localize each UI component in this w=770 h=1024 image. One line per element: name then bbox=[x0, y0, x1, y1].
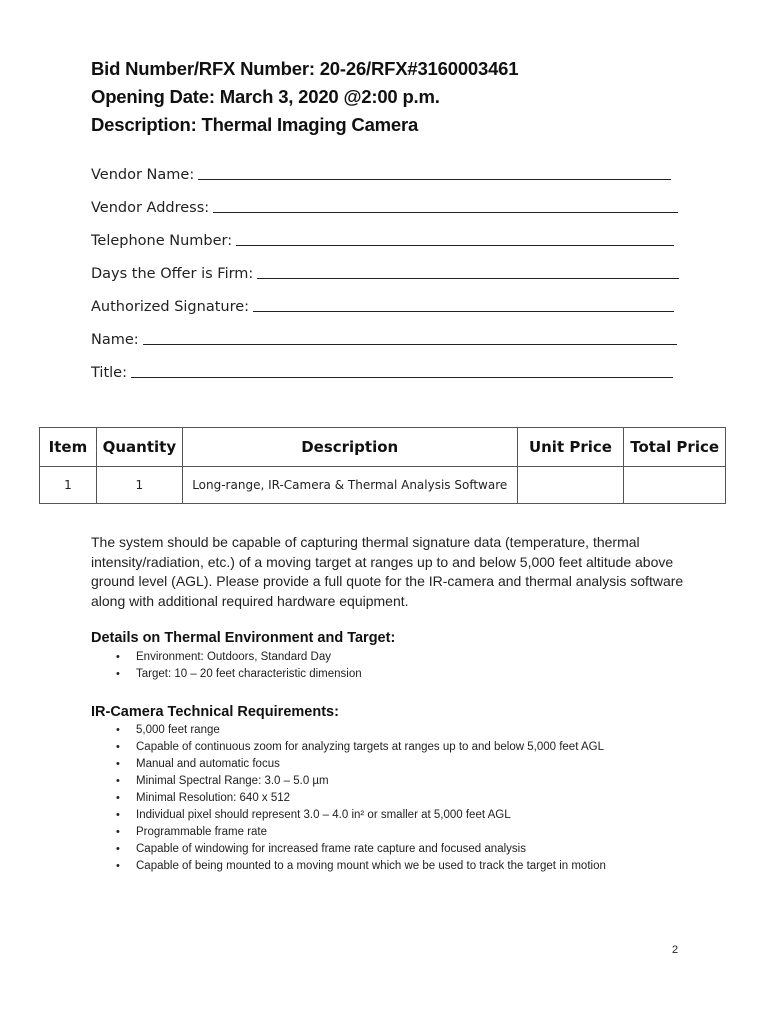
list-item bbox=[0, 773, 606, 790]
header-quantity: Quantity bbox=[96, 428, 182, 467]
list-item-text: Capable of windowing for increased frame rate capture and focused analysis bbox=[136, 843, 526, 855]
telephone-label: Telephone Number: bbox=[91, 233, 233, 249]
opening-date-heading: Opening Date: March 3, 2020 @2:00 p.m. bbox=[91, 86, 440, 107]
list-item-text: Manual and automatic focus bbox=[136, 758, 280, 770]
name-blank[interactable] bbox=[143, 344, 677, 345]
bullet-icon: • bbox=[116, 651, 120, 663]
bid-items-table bbox=[39, 427, 726, 504]
table-header-row bbox=[40, 428, 726, 467]
list-item bbox=[0, 841, 606, 858]
list-item bbox=[0, 739, 606, 756]
list-item bbox=[0, 858, 606, 875]
ir-camera-requirements-heading: IR-Camera Technical Requirements: bbox=[91, 704, 339, 720]
title-blank[interactable] bbox=[131, 377, 673, 378]
bullet-icon: • bbox=[116, 775, 120, 787]
list-item bbox=[0, 824, 606, 841]
header-total-price: Total Price bbox=[624, 428, 726, 467]
description-heading: Description: Thermal Imaging Camera bbox=[91, 114, 419, 135]
list-item-text: Individual pixel should represent 3.0 – 4.0 in² or smaller at 5,000 feet AGL bbox=[136, 809, 511, 821]
list-item bbox=[0, 756, 606, 773]
bid-number-heading: Bid Number/RFX Number: 20-26/RFX#3160003461 bbox=[91, 58, 519, 79]
cell-item: 1 bbox=[40, 467, 97, 504]
header-item: Item bbox=[40, 428, 97, 467]
vendor-address-blank[interactable] bbox=[213, 212, 678, 213]
list-item bbox=[0, 807, 606, 824]
cell-description: Long-range, IR-Camera & Thermal Analysis Software bbox=[182, 467, 517, 504]
bullet-icon: • bbox=[116, 741, 120, 753]
list-item bbox=[0, 722, 606, 739]
vendor-name-blank[interactable] bbox=[198, 179, 671, 180]
cell-quantity: 1 bbox=[96, 467, 182, 504]
name-field bbox=[91, 326, 677, 348]
signature-field bbox=[91, 293, 674, 315]
thermal-environment-heading: Details on Thermal Environment and Target: bbox=[91, 630, 396, 646]
title-field bbox=[91, 359, 673, 381]
telephone-blank[interactable] bbox=[236, 245, 674, 246]
thermal-environment-list bbox=[0, 649, 362, 683]
list-item-text: 5,000 feet range bbox=[136, 724, 220, 736]
vendor-address-field bbox=[91, 194, 678, 216]
signature-label: Authorized Signature: bbox=[91, 299, 250, 315]
bullet-icon: • bbox=[116, 792, 120, 804]
list-item bbox=[0, 666, 362, 683]
bullet-icon: • bbox=[116, 860, 120, 872]
list-item-text: Programmable frame rate bbox=[136, 826, 268, 838]
name-label: Name: bbox=[91, 332, 139, 348]
bullet-icon: • bbox=[116, 826, 120, 838]
table-row bbox=[40, 467, 726, 504]
list-item-text: Capable of continuous zoom for analyzing targets at ranges up to and below 5,000 feet AGL bbox=[136, 741, 604, 753]
list-item-text: Minimal Spectral Range: 3.0 – 5.0 µm bbox=[136, 775, 329, 787]
days-firm-blank[interactable] bbox=[257, 278, 679, 279]
days-firm-field bbox=[91, 260, 679, 282]
bullet-icon: • bbox=[116, 758, 120, 770]
telephone-field bbox=[91, 227, 674, 249]
signature-blank[interactable] bbox=[253, 311, 674, 312]
vendor-address-label: Vendor Address: bbox=[91, 200, 210, 216]
system-description-paragraph: The system should be capable of capturing thermal signature data (temperature, thermal intensity/radiation, etc.) of a moving target at ranges up to and below 5,000 feet altitude above ground level (AGL). Please provide a full quote for the IR-camera and thermal analysis software along with additional required hardware equipment. bbox=[91, 534, 684, 609]
bullet-icon: • bbox=[116, 809, 120, 821]
bullet-icon: • bbox=[116, 843, 120, 855]
vendor-name-label: Vendor Name: bbox=[91, 167, 195, 183]
cell-unit-price[interactable] bbox=[517, 467, 624, 504]
cell-total-price[interactable] bbox=[624, 467, 726, 504]
list-item-text: Target: 10 – 20 feet characteristic dimension bbox=[136, 668, 362, 680]
list-item bbox=[0, 649, 362, 666]
title-label: Title: bbox=[91, 365, 127, 381]
list-item-text: Environment: Outdoors, Standard Day bbox=[136, 651, 331, 663]
list-item-text: Minimal Resolution: 640 x 512 bbox=[136, 792, 291, 804]
header-description: Description bbox=[182, 428, 517, 467]
days-firm-label: Days the Offer is Firm: bbox=[91, 266, 254, 282]
list-item bbox=[0, 790, 606, 807]
page-number: 2 bbox=[672, 944, 679, 956]
ir-camera-requirements-list bbox=[0, 722, 606, 875]
header-unit-price: Unit Price bbox=[517, 428, 624, 467]
vendor-name-field bbox=[91, 161, 671, 183]
bullet-icon: • bbox=[116, 724, 120, 736]
list-item-text: Capable of being mounted to a moving mount which we be used to track the target in motion bbox=[136, 860, 606, 872]
bullet-icon: • bbox=[116, 668, 120, 680]
